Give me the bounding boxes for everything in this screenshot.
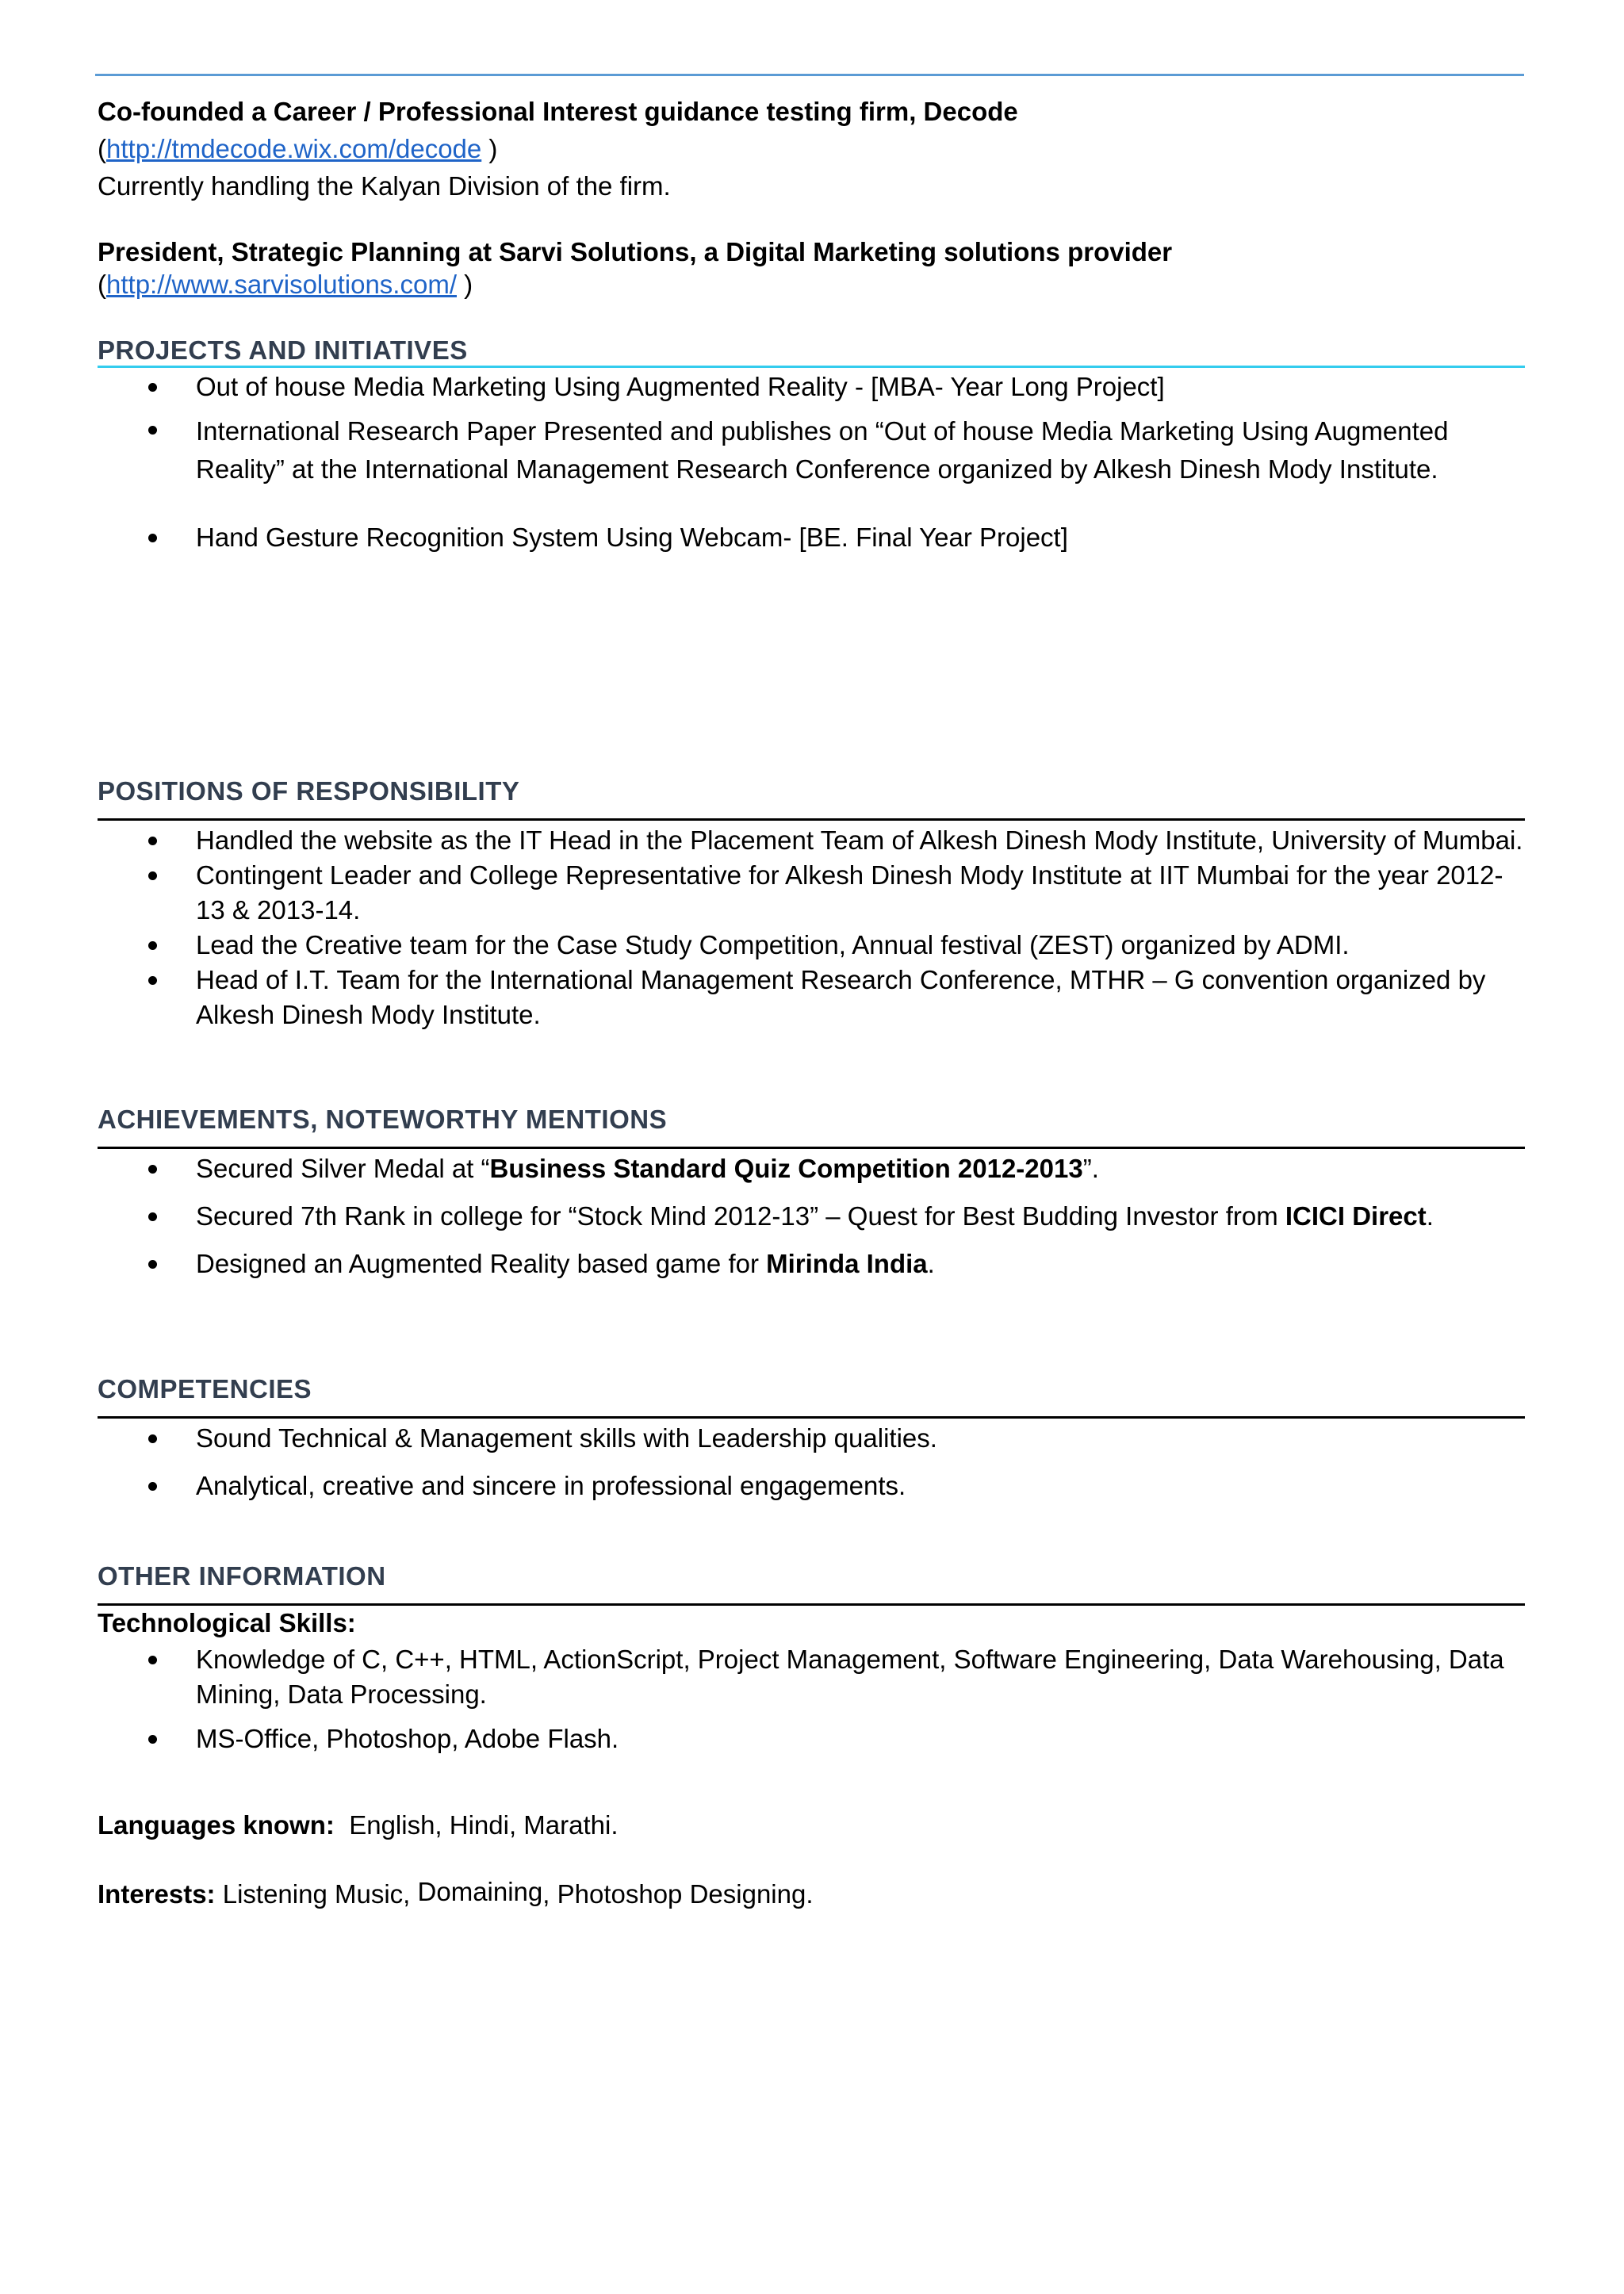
- bullet-icon: [148, 1735, 157, 1744]
- languages-line: [98, 1807, 619, 1844]
- cofounded-detail: Currently handling the Kalyan Division of the firm.: [98, 171, 671, 201]
- bullet-icon: [148, 1656, 157, 1664]
- list-item: Out of house Media Marketing Using Augmented Reality - [MBA- Year Long Project]: [98, 370, 1525, 404]
- projects-divider: [98, 366, 1525, 368]
- list-item: Knowledge of C, C++, HTML, ActionScript, Project Management, Software Engineering, Data Warehousing, Data Mining, Data Processing.: [98, 1642, 1525, 1712]
- achievements-list: [98, 1151, 1525, 1281]
- tech-skills-label: Technological Skills:: [98, 1608, 356, 1637]
- cofounded-link-line: (http://tmdecode.wix.com/decode ): [98, 134, 498, 163]
- list-item: Secured Silver Medal at “Business Standard Quiz Competition 2012-2013”.: [98, 1151, 1525, 1186]
- list-item: Secured 7th Rank in college for “Stock Mind 2012-13” – Quest for Best Budding Investor from ICICI Direct.: [98, 1199, 1525, 1234]
- list-item: Head of I.T. Team for the International Management Research Conference, MTHR – G convention organized by Alkesh Dinesh Mody Institute.: [98, 963, 1525, 1032]
- president-link-line: (http://www.sarvisolutions.com/ ): [98, 270, 473, 299]
- tech-skills-list: [98, 1642, 1525, 1756]
- bullet-icon: [148, 1165, 157, 1174]
- achievements-divider: [98, 1147, 1525, 1149]
- list-item: MS-Office, Photoshop, Adobe Flash.: [98, 1721, 1525, 1756]
- competencies-list: [98, 1421, 1525, 1503]
- positions-list: [98, 823, 1525, 1032]
- decode-link[interactable]: http://tmdecode.wix.com/decode: [106, 134, 482, 163]
- bullet-icon: [148, 534, 157, 542]
- president-title: President, Strategic Planning at Sarvi Solutions, a Digital Marketing solutions provider: [98, 237, 1173, 266]
- list-item: Contingent Leader and College Representative for Alkesh Dinesh Mody Institute at IIT Mumbai for the year 2012-13 & 2013-14.: [98, 858, 1525, 928]
- bullet-icon: [148, 837, 157, 845]
- bullet-icon: [148, 1260, 157, 1269]
- languages-label: Languages known:: [98, 1810, 335, 1840]
- positions-heading: POSITIONS OF RESPONSIBILITY: [98, 776, 520, 806]
- bullet-icon: [148, 941, 157, 950]
- interests-line: Interests: Listening Music, Domaining, Photoshop Designing.: [98, 1877, 814, 1909]
- bullet-icon: [148, 383, 157, 392]
- bullet-icon: [148, 871, 157, 880]
- bullet-icon: [148, 1482, 157, 1491]
- list-item: Analytical, creative and sincere in professional engagements.: [98, 1469, 1525, 1503]
- list-item: Hand Gesture Recognition System Using Webcam- [BE. Final Year Project]: [98, 520, 1525, 555]
- bullet-icon: [148, 1212, 157, 1221]
- interests-label: Interests:: [98, 1879, 216, 1909]
- other-heading: OTHER INFORMATION: [98, 1561, 386, 1591]
- list-item: Sound Technical & Management skills with Leadership qualities.: [98, 1421, 1525, 1456]
- projects-list: [98, 370, 1525, 555]
- bullet-icon: [148, 426, 157, 435]
- projects-heading: PROJECTS AND INITIATIVES: [98, 335, 468, 365]
- bullet-icon: [148, 976, 157, 985]
- list-item: Lead the Creative team for the Case Study Competition, Annual festival (ZEST) organized by ADMI.: [98, 928, 1525, 963]
- cofounded-title: Co-founded a Career / Professional Interest guidance testing firm, Decode: [98, 97, 1018, 126]
- achievements-heading: ACHIEVEMENTS, NOTEWORTHY MENTIONS: [98, 1105, 668, 1134]
- bullet-icon: [148, 1434, 157, 1443]
- sarvi-link[interactable]: http://www.sarvisolutions.com/: [106, 270, 457, 299]
- positions-divider: [98, 818, 1525, 821]
- list-item: International Research Paper Presented and publishes on “Out of house Media Marketing Using Augmented Reality” at the International Management Research Conference organized by Alkesh Dinesh Mody Institute.: [98, 412, 1525, 488]
- competencies-heading: COMPETENCIES: [98, 1374, 312, 1404]
- top-divider: [95, 74, 1524, 76]
- list-item: Handled the website as the IT Head in the Placement Team of Alkesh Dinesh Mody Institute, University of Mumbai.: [98, 823, 1525, 858]
- list-item: Designed an Augmented Reality based game for Mirinda India.: [98, 1247, 1525, 1281]
- languages-value: English, Hindi, Marathi.: [349, 1810, 619, 1840]
- competencies-divider: [98, 1416, 1525, 1419]
